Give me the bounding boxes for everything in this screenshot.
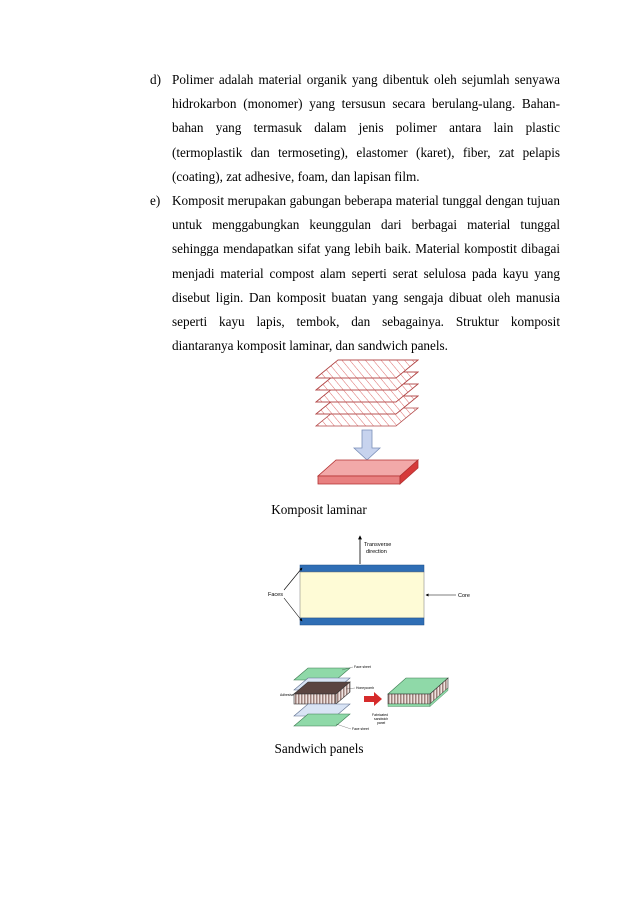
label-face-sheet-top: Face sheet xyxy=(354,665,371,669)
label-face-sheet-bottom: Face sheet xyxy=(352,727,369,731)
right-arrow-icon xyxy=(364,692,382,706)
laminate-sheets xyxy=(316,360,418,426)
list-item-komposit xyxy=(150,189,560,358)
list-marker: e) xyxy=(150,193,161,209)
label-sandwich: sandwich xyxy=(374,717,389,721)
faces-arrow-top xyxy=(284,568,302,590)
list-item-polimer xyxy=(150,68,560,189)
sandwich-structure-figure xyxy=(262,530,482,630)
laminar-composite-figure xyxy=(300,348,430,498)
down-arrow-icon xyxy=(354,430,380,460)
list-marker: d) xyxy=(150,72,161,87)
face-top xyxy=(300,565,424,572)
list-item-text: Polimer adalah material organik yang dibentuk oleh sejumlah senyawa hidrokarbon (monomer) yang tersusun secara berulang-ulang. Bahan-bahan yang termasuk dalam jenis polimer antara lain plastic (termoplastik dan termoseting), elastomer (karet), fiber, zat pelapis (coating), zat adhesive, foam, dan lapisan film. xyxy=(172,72,560,184)
caption-komposit-laminar: Komposit laminar xyxy=(271,502,367,517)
label-faces: Faces xyxy=(268,592,283,598)
label-core: Core xyxy=(458,593,470,599)
fabricated-panel xyxy=(388,678,448,707)
core xyxy=(300,572,424,618)
label-adhesive: Adhesive xyxy=(280,693,294,697)
definition-list xyxy=(150,68,560,358)
caption-sandwich-panels: Sandwich panels xyxy=(274,741,364,756)
label-honeycomb: Honeycomb xyxy=(356,686,375,690)
face-bottom xyxy=(300,618,424,625)
label-transverse: Transverse xyxy=(364,542,392,548)
laminate-block xyxy=(318,460,418,484)
label-fabricated: Fabricated xyxy=(372,713,389,717)
label-direction: direction xyxy=(366,549,387,555)
label-panel: panel xyxy=(377,721,386,725)
list-item-text: Komposit merupakan gabungan beberapa material tunggal dengan tujuan untuk menggabungkan keunggulan dari berbagai material tunggal sehingga mendapatkan sifat yang lebih baik. Material kompostit dibagai menjadi material compost alam seperti serat selulosa pada kayu yang disebut ligin. Dan komposit buatan yang sengaja dibuat oleh manusia seperti kayu lapis, tembok, dan sebagainya. Struktur komposit diantaranya komposit laminar, dan sandwich panels. xyxy=(172,193,560,354)
sandwich-panels-figure xyxy=(280,660,460,744)
faces-arrow-bottom xyxy=(284,598,302,621)
